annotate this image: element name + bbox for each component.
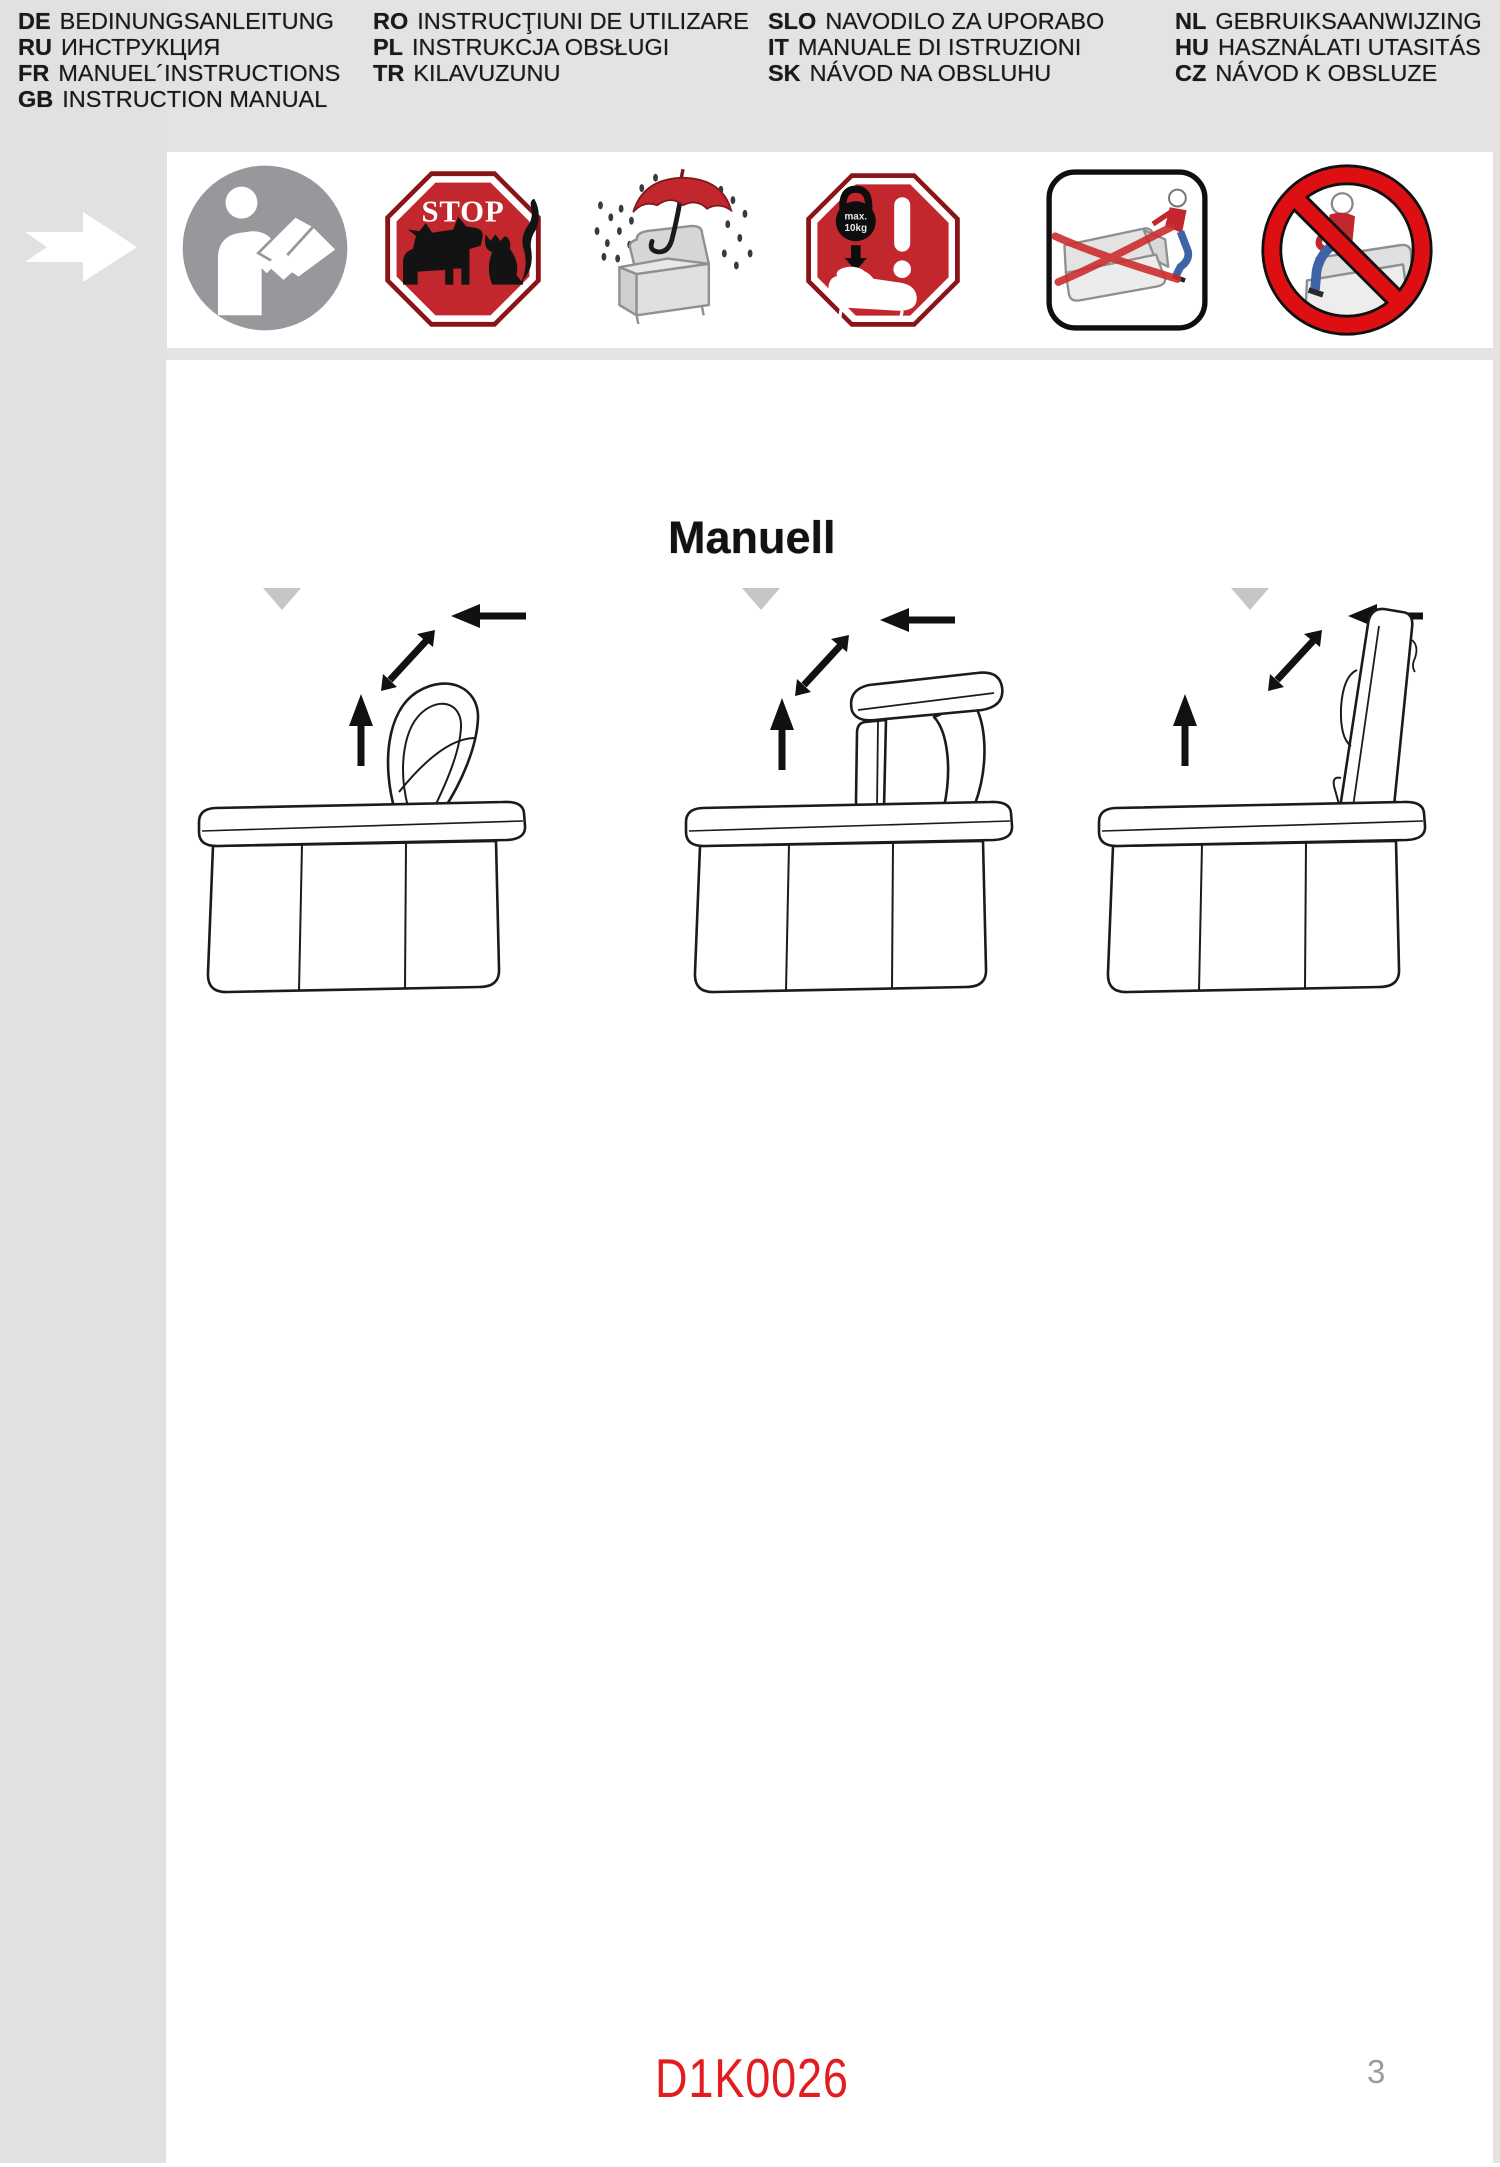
lang-code: RU — [18, 34, 52, 60]
lang-title: ИНСТРУКЦИЯ — [60, 34, 221, 60]
page-number: 3 — [1367, 2053, 1386, 2090]
lang-line — [18, 86, 340, 112]
umbrella-canopy — [633, 178, 731, 212]
no-pets-stop-icon — [382, 166, 544, 337]
lang-code: CZ — [1175, 60, 1207, 86]
lang-code: HU — [1175, 34, 1209, 60]
lang-title: GEBRUIKSAANWIJZING — [1215, 8, 1482, 34]
safety-icon-band — [167, 152, 1493, 348]
lang-title: KILAVUZUNU — [413, 60, 561, 86]
header-language-column-1 — [18, 8, 340, 112]
lang-line — [18, 8, 340, 34]
lang-title: HASZNÁLATI UTASITÁS — [1217, 34, 1481, 60]
lang-line — [18, 60, 340, 86]
lang-code: TR — [373, 60, 405, 86]
left-arrow-icon — [451, 604, 526, 628]
lang-code: SK — [768, 60, 801, 86]
headrest-half-raised — [851, 673, 1002, 811]
sofa-base — [686, 802, 1012, 992]
lang-line — [1175, 34, 1482, 60]
sofa-base — [1099, 802, 1425, 992]
lang-line — [768, 8, 1104, 34]
lang-title: NÁVOD K OBSLUZE — [1215, 60, 1438, 86]
weight-text-2: 10kg — [844, 222, 868, 234]
lang-line — [373, 60, 749, 86]
lang-title: MANUALE DI ISTRUZIONI — [797, 34, 1082, 60]
headrest-folded — [388, 684, 478, 811]
lang-code: DE — [18, 8, 51, 34]
stop-text: STOP — [421, 194, 505, 229]
position-marker-triangle — [742, 588, 780, 610]
read-manual-icon — [181, 164, 349, 337]
up-arrow-icon — [1173, 694, 1197, 766]
header-language-column-4 — [1175, 8, 1482, 86]
lang-title: MANUEL´INSTRUCTIONS — [58, 60, 341, 86]
lang-code: PL — [373, 34, 404, 60]
headrest-raised — [1334, 609, 1417, 808]
document-code: D1K0026 — [655, 2047, 849, 2109]
armchair — [619, 226, 708, 324]
lang-line — [18, 34, 340, 60]
exclamation-bar — [894, 197, 910, 251]
keep-dry-umbrella-icon — [585, 162, 757, 343]
header-language-column-3 — [768, 8, 1104, 86]
diagram-headrest-folded — [185, 580, 530, 1015]
diagonal-double-arrow-icon — [381, 630, 435, 691]
do-not-push-sofa-icon — [1043, 166, 1211, 339]
diagram-headrest-raised — [1085, 580, 1430, 1015]
lang-title: BEDINUNGSANLEITUNG — [59, 8, 334, 34]
lang-line — [1175, 60, 1482, 86]
lang-line — [1175, 8, 1482, 34]
lang-title: INSTRUCŢIUNI DE UTILIZARE — [417, 8, 749, 34]
position-marker-triangle — [1231, 588, 1269, 610]
lang-line — [768, 60, 1104, 86]
lang-title: INSTRUKCJA OBSŁUGI — [412, 34, 670, 60]
header-language-column-2 — [373, 8, 749, 86]
exclamation-dot — [893, 260, 911, 278]
left-gray-strip — [0, 0, 166, 2163]
lang-title: NAVODILO ZA UPORABO — [825, 8, 1105, 34]
right-gray-sliver — [1493, 0, 1500, 2163]
diagram-headrest-half-raised — [672, 580, 1017, 1015]
position-marker-triangle — [263, 588, 301, 610]
diagonal-double-arrow-icon — [1268, 630, 1322, 691]
do-not-sit-on-backrest-icon — [1259, 162, 1435, 343]
lang-line — [768, 34, 1104, 60]
lang-title: NÁVOD NA OBSLUHU — [809, 60, 1052, 86]
section-arrow-icon — [25, 206, 137, 293]
max-weight-warning-icon — [803, 168, 963, 337]
lang-code: SLO — [768, 8, 817, 34]
lang-code: IT — [768, 34, 789, 60]
lang-title: INSTRUCTION MANUAL — [62, 86, 328, 112]
diagonal-double-arrow-icon — [795, 635, 849, 696]
weight-text-1: max. — [844, 211, 868, 223]
left-arrow-icon — [880, 608, 955, 632]
sofa-base — [199, 802, 525, 992]
lang-code: NL — [1175, 8, 1207, 34]
lang-code: GB — [18, 86, 54, 112]
up-arrow-icon — [349, 694, 373, 766]
lang-code: FR — [18, 60, 50, 86]
lang-code: RO — [373, 8, 409, 34]
up-arrow-icon — [770, 698, 794, 770]
lang-line — [373, 8, 749, 34]
section-title: Manuell — [668, 512, 836, 563]
lang-line — [373, 34, 749, 60]
